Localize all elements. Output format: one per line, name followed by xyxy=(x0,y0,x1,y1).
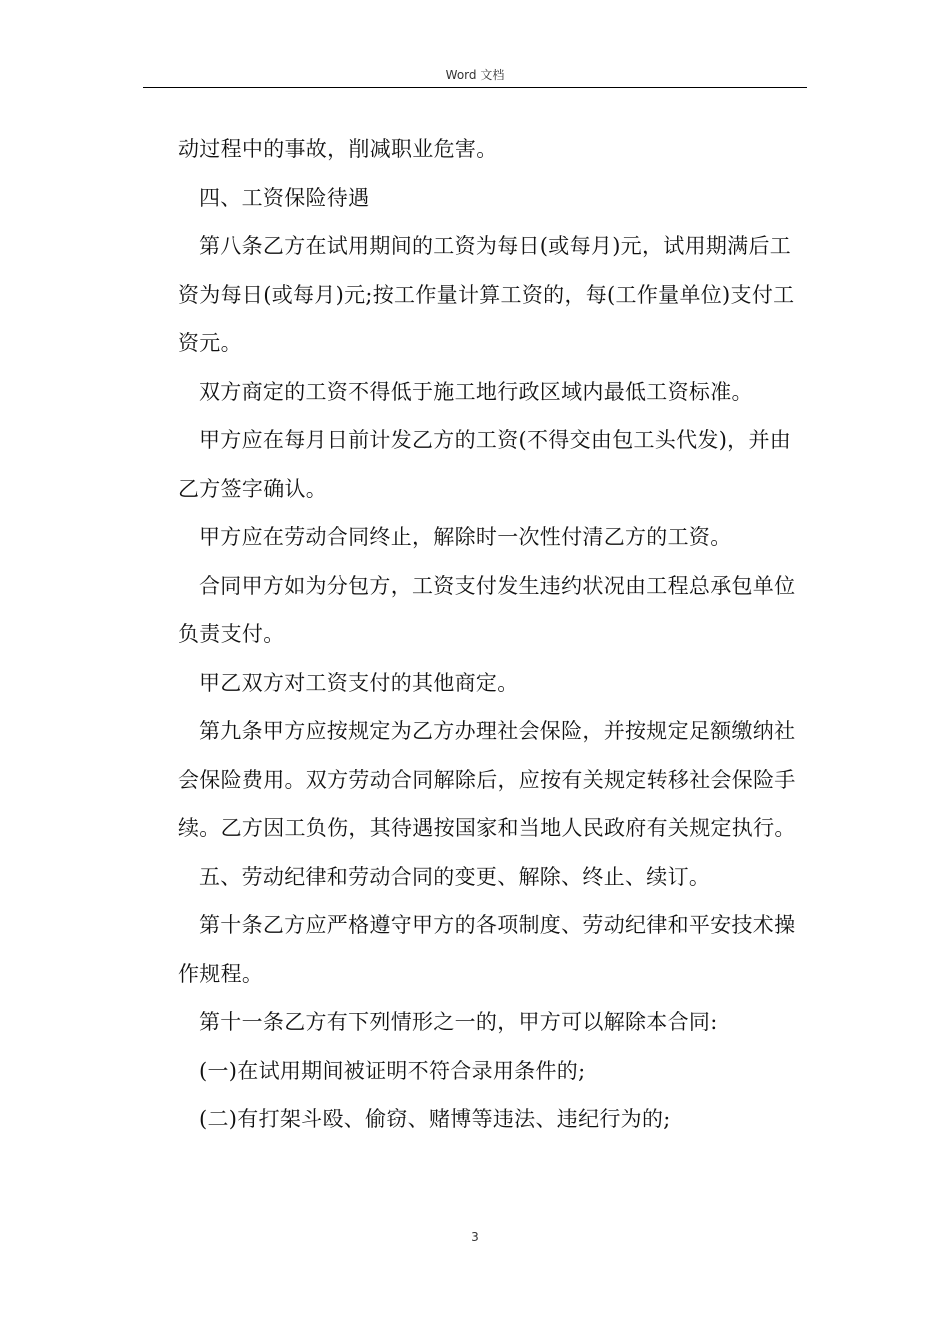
paragraph: 第八条乙方在试用期间的工资为每日(或每月)元，试用期满后工资为每日(或每月)元;按工作量计算工资的，每(工作量单位)支付工资元。 xyxy=(178,234,795,355)
paragraph: 第九条甲方应按规定为乙方办理社会保险，并按规定足额缴纳社会保险费用。双方劳动合同解除后，应按有关规定转移社会保险手续。乙方因工负伤，其待遇按国家和当地人民政府有关规定执行。 xyxy=(178,719,796,840)
paragraph: 甲方应在每月日前计发乙方的工资(不得交由包工头代发)，并由乙方签字确认。 xyxy=(178,428,792,501)
paragraph: 合同甲方如为分包方，工资支付发生违约状况由工程总承包单位负责支付。 xyxy=(178,573,796,646)
paragraph: 甲乙双方对工资支付的其他商定。 xyxy=(199,670,519,695)
paragraph: 第十一条乙方有下列情形之一的，甲方可以解除本合同: xyxy=(199,1010,718,1034)
page-header: Word 文档 xyxy=(445,68,505,82)
paragraph: 动过程中的事故，削减职业危害。 xyxy=(178,137,498,161)
paragraph: 双方商定的工资不得低于施工地行政区域内最低工资标准。 xyxy=(199,379,753,404)
list-item: (二)有打架斗殴、偷窃、赌博等违法、违纪行为的; xyxy=(199,1107,671,1131)
section-heading: 五、劳动纪律和劳动合同的变更、解除、终止、续订。 xyxy=(199,864,711,889)
document-body xyxy=(178,125,808,1144)
paragraph: 第十条乙方应严格遵守甲方的各项制度、劳动纪律和平安技术操作规程。 xyxy=(178,913,796,986)
list-item: (一)在试用期间被证明不符合录用条件的; xyxy=(199,1058,586,1083)
header-divider xyxy=(143,87,807,88)
page-number: 3 xyxy=(471,1230,479,1244)
paragraph: 甲方应在劳动合同终止，解除时一次性付清乙方的工资。 xyxy=(199,525,732,549)
section-heading: 四、工资保险待遇 xyxy=(199,185,370,210)
